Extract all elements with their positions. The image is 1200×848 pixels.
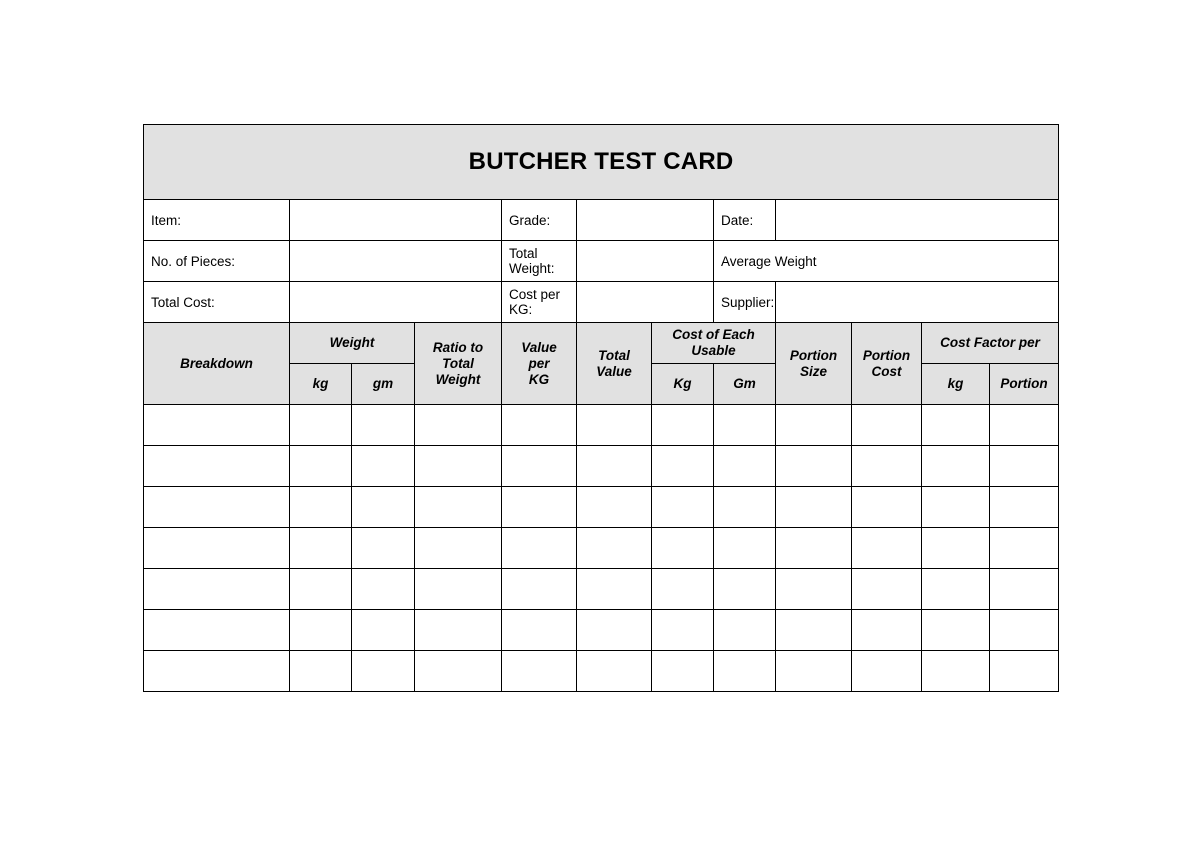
table-cell[interactable] xyxy=(990,569,1059,610)
table-cell[interactable] xyxy=(577,446,652,487)
table-cell[interactable] xyxy=(577,487,652,528)
header-weight-kg: kg xyxy=(290,364,352,405)
header-value-per-kg xyxy=(502,323,577,405)
header-cost-usable-gm: Gm xyxy=(714,364,776,405)
pieces-label: No. of Pieces: xyxy=(144,241,290,282)
table-cell[interactable] xyxy=(714,487,776,528)
table-cell[interactable] xyxy=(652,610,714,651)
grade-field[interactable] xyxy=(577,200,714,241)
table-cell[interactable] xyxy=(922,405,990,446)
table-cell[interactable] xyxy=(652,405,714,446)
header-breakdown: Breakdown xyxy=(144,323,290,405)
table-cell[interactable] xyxy=(852,446,922,487)
date-input[interactable] xyxy=(776,200,1058,240)
table-cell[interactable] xyxy=(290,569,352,610)
table-cell[interactable] xyxy=(502,569,577,610)
total-cost-field[interactable] xyxy=(290,282,502,323)
table-row xyxy=(144,446,1059,487)
table-cell[interactable] xyxy=(144,569,290,610)
table-cell[interactable] xyxy=(922,651,990,692)
table-cell[interactable] xyxy=(714,569,776,610)
table-cell[interactable] xyxy=(352,569,415,610)
header-cost-usable xyxy=(652,323,776,364)
header-cost-usable-text: Cost of Each Usable xyxy=(672,327,755,358)
table-row xyxy=(144,569,1059,610)
table-cell[interactable] xyxy=(577,610,652,651)
table-cell[interactable] xyxy=(714,528,776,569)
table-cell[interactable] xyxy=(852,487,922,528)
table-cell[interactable] xyxy=(990,528,1059,569)
table-cell[interactable] xyxy=(577,651,652,692)
table-cell[interactable] xyxy=(852,569,922,610)
table-cell[interactable] xyxy=(852,610,922,651)
header-total-value xyxy=(577,323,652,405)
average-weight-label: Average Weight xyxy=(714,241,1059,282)
table-cell[interactable] xyxy=(776,610,852,651)
table-cell[interactable] xyxy=(415,487,502,528)
table-row xyxy=(144,651,1059,692)
table-cell[interactable] xyxy=(415,569,502,610)
table-cell[interactable] xyxy=(415,446,502,487)
table-cell[interactable] xyxy=(290,651,352,692)
table-cell[interactable] xyxy=(290,446,352,487)
table-cell[interactable] xyxy=(714,651,776,692)
table-cell[interactable] xyxy=(415,610,502,651)
table-row xyxy=(144,610,1059,651)
table-cell[interactable] xyxy=(776,446,852,487)
table-cell[interactable] xyxy=(502,528,577,569)
item-input[interactable] xyxy=(290,200,501,240)
pieces-field[interactable] xyxy=(290,241,502,282)
supplier-field[interactable] xyxy=(776,282,1059,323)
table-cell[interactable] xyxy=(502,446,577,487)
header-ratio xyxy=(415,323,502,405)
header-cost-factor-portion: Portion xyxy=(990,364,1059,405)
table-cell[interactable] xyxy=(577,405,652,446)
table-cell[interactable] xyxy=(852,651,922,692)
supplier-label: Supplier: xyxy=(714,282,776,323)
table-cell[interactable] xyxy=(352,446,415,487)
date-label: Date: xyxy=(714,200,776,241)
table-cell[interactable] xyxy=(415,528,502,569)
grade-label: Grade: xyxy=(502,200,577,241)
table-cell[interactable] xyxy=(714,405,776,446)
table-cell[interactable] xyxy=(652,651,714,692)
header-portion-size xyxy=(776,323,852,405)
header-portion-cost-text: Portion Cost xyxy=(862,347,911,379)
header-weight-gm: gm xyxy=(352,364,415,405)
table-cell[interactable] xyxy=(415,405,502,446)
header-portion-size-text: Portion Size xyxy=(789,347,838,379)
table-cell[interactable] xyxy=(652,569,714,610)
total-weight-field[interactable] xyxy=(577,241,714,282)
table-cell[interactable] xyxy=(577,528,652,569)
header-value-per-kg-text: Value per KG xyxy=(521,339,557,387)
item-label: Item: xyxy=(144,200,290,241)
header-cost-factor-kg: kg xyxy=(922,364,990,405)
table-row xyxy=(144,528,1059,569)
table-cell[interactable] xyxy=(714,610,776,651)
grade-input[interactable] xyxy=(577,200,713,240)
table-cell[interactable] xyxy=(990,651,1059,692)
table-cell[interactable] xyxy=(502,405,577,446)
total-weight-label: Total Weight: xyxy=(502,241,577,282)
table-cell[interactable] xyxy=(352,651,415,692)
table-cell[interactable] xyxy=(652,446,714,487)
table-cell[interactable] xyxy=(776,651,852,692)
table-cell[interactable] xyxy=(290,610,352,651)
table-cell[interactable] xyxy=(352,528,415,569)
header-ratio-text: Ratio to Total Weight xyxy=(432,339,484,387)
supplier-input[interactable] xyxy=(776,282,1058,322)
header-cost-usable-kg: Kg xyxy=(652,364,714,405)
table-cell[interactable] xyxy=(776,569,852,610)
butcher-test-card xyxy=(143,124,1059,692)
table-cell[interactable] xyxy=(922,610,990,651)
table-row xyxy=(144,487,1059,528)
table-cell[interactable] xyxy=(776,487,852,528)
table-cell[interactable] xyxy=(352,610,415,651)
table-cell[interactable] xyxy=(990,487,1059,528)
pieces-input[interactable] xyxy=(290,241,501,281)
table-cell[interactable] xyxy=(714,446,776,487)
header-weight: Weight xyxy=(290,323,415,364)
table-cell[interactable] xyxy=(352,405,415,446)
table-cell[interactable] xyxy=(502,610,577,651)
table-cell[interactable] xyxy=(922,446,990,487)
item-field[interactable] xyxy=(290,200,502,241)
table-cell[interactable] xyxy=(144,610,290,651)
table-cell[interactable] xyxy=(144,528,290,569)
table-cell[interactable] xyxy=(502,651,577,692)
table-cell[interactable] xyxy=(290,405,352,446)
date-field[interactable] xyxy=(776,200,1059,241)
header-cost-factor: Cost Factor per xyxy=(922,323,1059,364)
table-cell[interactable] xyxy=(415,651,502,692)
table-cell[interactable] xyxy=(922,487,990,528)
table-cell[interactable] xyxy=(990,405,1059,446)
table-cell[interactable] xyxy=(290,487,352,528)
table-cell[interactable] xyxy=(852,528,922,569)
card-title: BUTCHER TEST CARD xyxy=(144,125,1059,200)
table-cell[interactable] xyxy=(652,528,714,569)
table-cell[interactable] xyxy=(290,528,352,569)
table-cell[interactable] xyxy=(144,405,290,446)
table-cell[interactable] xyxy=(776,405,852,446)
table-cell[interactable] xyxy=(852,405,922,446)
header-total-value-text: Total Value xyxy=(596,347,632,379)
header-portion-cost xyxy=(852,323,922,405)
total-cost-input[interactable] xyxy=(290,282,501,322)
table-cell[interactable] xyxy=(990,446,1059,487)
table-cell[interactable] xyxy=(990,610,1059,651)
table-cell[interactable] xyxy=(922,569,990,610)
table-row xyxy=(144,405,1059,446)
total-cost-label: Total Cost: xyxy=(144,282,290,323)
table-cell[interactable] xyxy=(577,569,652,610)
table-cell[interactable] xyxy=(502,487,577,528)
total-weight-input[interactable] xyxy=(577,241,713,281)
table-cell[interactable] xyxy=(144,651,290,692)
table-cell[interactable] xyxy=(776,528,852,569)
table-cell[interactable] xyxy=(144,487,290,528)
table-cell[interactable] xyxy=(922,528,990,569)
cost-per-kg-input[interactable] xyxy=(577,282,713,322)
table-cell[interactable] xyxy=(144,446,290,487)
cost-per-kg-label: Cost per KG: xyxy=(502,282,577,323)
table-cell[interactable] xyxy=(652,487,714,528)
table-cell[interactable] xyxy=(352,487,415,528)
cost-per-kg-field[interactable] xyxy=(577,282,714,323)
